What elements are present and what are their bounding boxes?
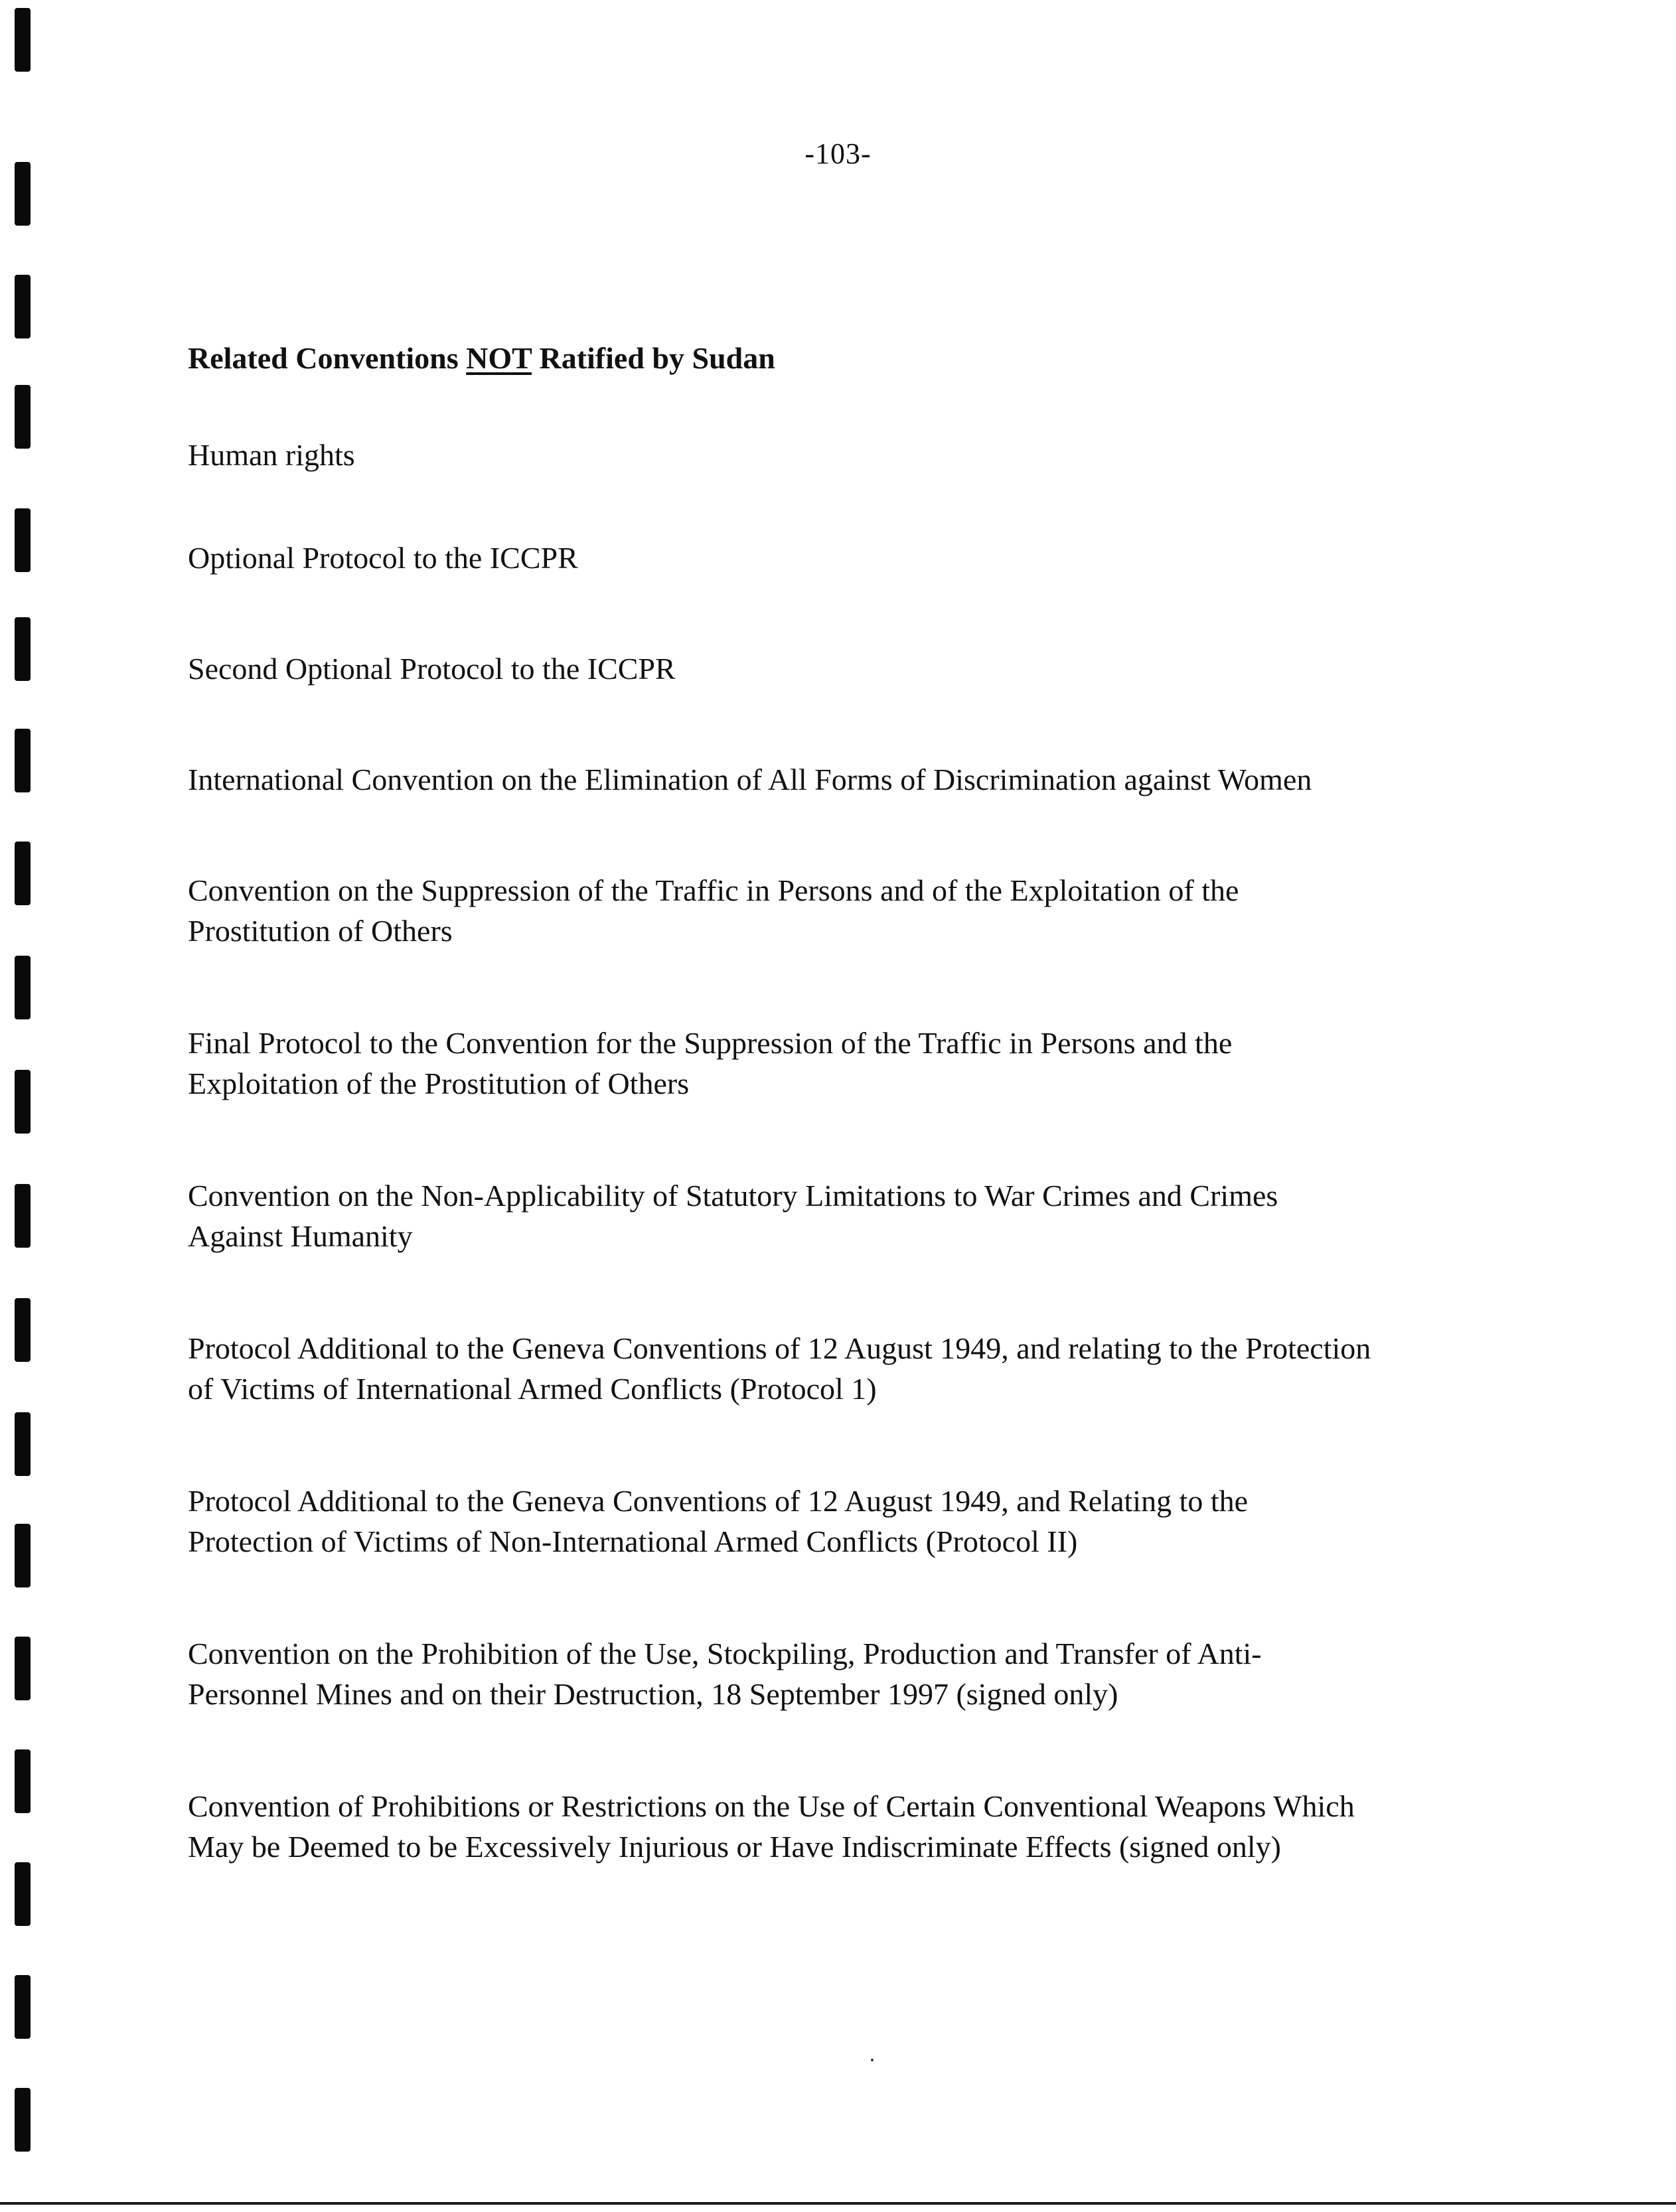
binding-mark	[15, 1749, 31, 1813]
binding-mark	[15, 1524, 31, 1587]
binding-mark	[15, 1298, 31, 1362]
convention-item	[188, 648, 1515, 689]
document-body	[188, 338, 1515, 1939]
convention-item-line: of Victims of International Armed Conflicts (Protocol 1)	[188, 1371, 877, 1406]
binding-mark	[15, 1975, 31, 2039]
binding-mark	[15, 956, 31, 1019]
convention-item-line: Convention on the Prohibition of the Use, Stockpiling, Production and Transfer of Anti-	[188, 1636, 1262, 1670]
convention-item-line: Convention on the Suppression of the Traffic in Persons and of the Exploitation of the	[188, 873, 1239, 907]
convention-item	[188, 538, 1515, 578]
binding-mark	[15, 842, 31, 905]
convention-item	[188, 1175, 1515, 1256]
convention-list	[188, 538, 1515, 1867]
convention-item	[188, 1328, 1515, 1409]
heading-text-after: Ratified by Sudan	[531, 341, 775, 375]
section-heading	[188, 338, 1515, 378]
binding-mark	[15, 1412, 31, 1476]
binding-mark	[15, 1862, 31, 1926]
convention-item-line: May be Deemed to be Excessively Injurious or Have Indiscriminate Effects (signed only)	[188, 1829, 1281, 1864]
binding-mark	[15, 617, 31, 681]
convention-item-line: Against Humanity	[188, 1218, 413, 1253]
binding-mark	[15, 1184, 31, 1248]
convention-item-line: Convention of Prohibitions or Restrictions on the Use of Certain Conventional Weapons Which	[188, 1789, 1355, 1823]
convention-item	[188, 870, 1515, 951]
binding-mark	[15, 729, 31, 792]
bottom-rule	[0, 2202, 1676, 2205]
page-number: -103-	[804, 137, 872, 170]
binding-mark	[15, 275, 31, 338]
binding-mark	[15, 1637, 31, 1700]
convention-item-line: Exploitation of the Prostitution of Others	[188, 1066, 690, 1100]
heading-emphasis: NOT	[466, 341, 532, 375]
binding-mark	[15, 1070, 31, 1134]
binding-holes	[0, 0, 53, 2212]
heading-text-before: Related Conventions	[188, 341, 467, 375]
convention-item-line: Protocol Additional to the Geneva Conventions of 12 August 1949, and Relating to the	[188, 1483, 1249, 1518]
convention-item-line: Personnel Mines and on their Destruction, 18 September 1997 (signed only)	[188, 1676, 1118, 1711]
binding-mark	[15, 508, 31, 572]
binding-mark	[15, 2088, 31, 2152]
convention-item-line: Optional Protocol to the ICCPR	[188, 540, 578, 575]
binding-mark	[15, 8, 31, 72]
convention-item-line: Convention on the Non-Applicability of Statutory Limitations to War Crimes and Crimes	[188, 1178, 1278, 1213]
binding-mark	[15, 385, 31, 449]
convention-item-line: Second Optional Protocol to the ICCPR	[188, 651, 676, 686]
convention-item-line: Protection of Victims of Non-International Armed Conflicts (Protocol II)	[188, 1524, 1078, 1558]
category-label: Human rights	[188, 437, 355, 472]
convention-item-line: Prostitution of Others	[188, 913, 453, 948]
convention-item	[188, 1633, 1515, 1714]
convention-item-line: Protocol Additional to the Geneva Conventions of 12 August 1949, and relating to the Protection	[188, 1331, 1371, 1365]
binding-mark	[15, 162, 31, 226]
convention-item	[188, 1481, 1515, 1562]
convention-item	[188, 1023, 1515, 1104]
convention-item	[188, 1786, 1515, 1867]
scan-speck	[871, 2059, 874, 2061]
convention-item	[188, 759, 1515, 800]
convention-item-line: Final Protocol to the Convention for the Suppression of the Traffic in Persons and the	[188, 1025, 1233, 1060]
convention-item-line: International Convention on the Elimination of All Forms of Discrimination against Women	[188, 762, 1312, 796]
